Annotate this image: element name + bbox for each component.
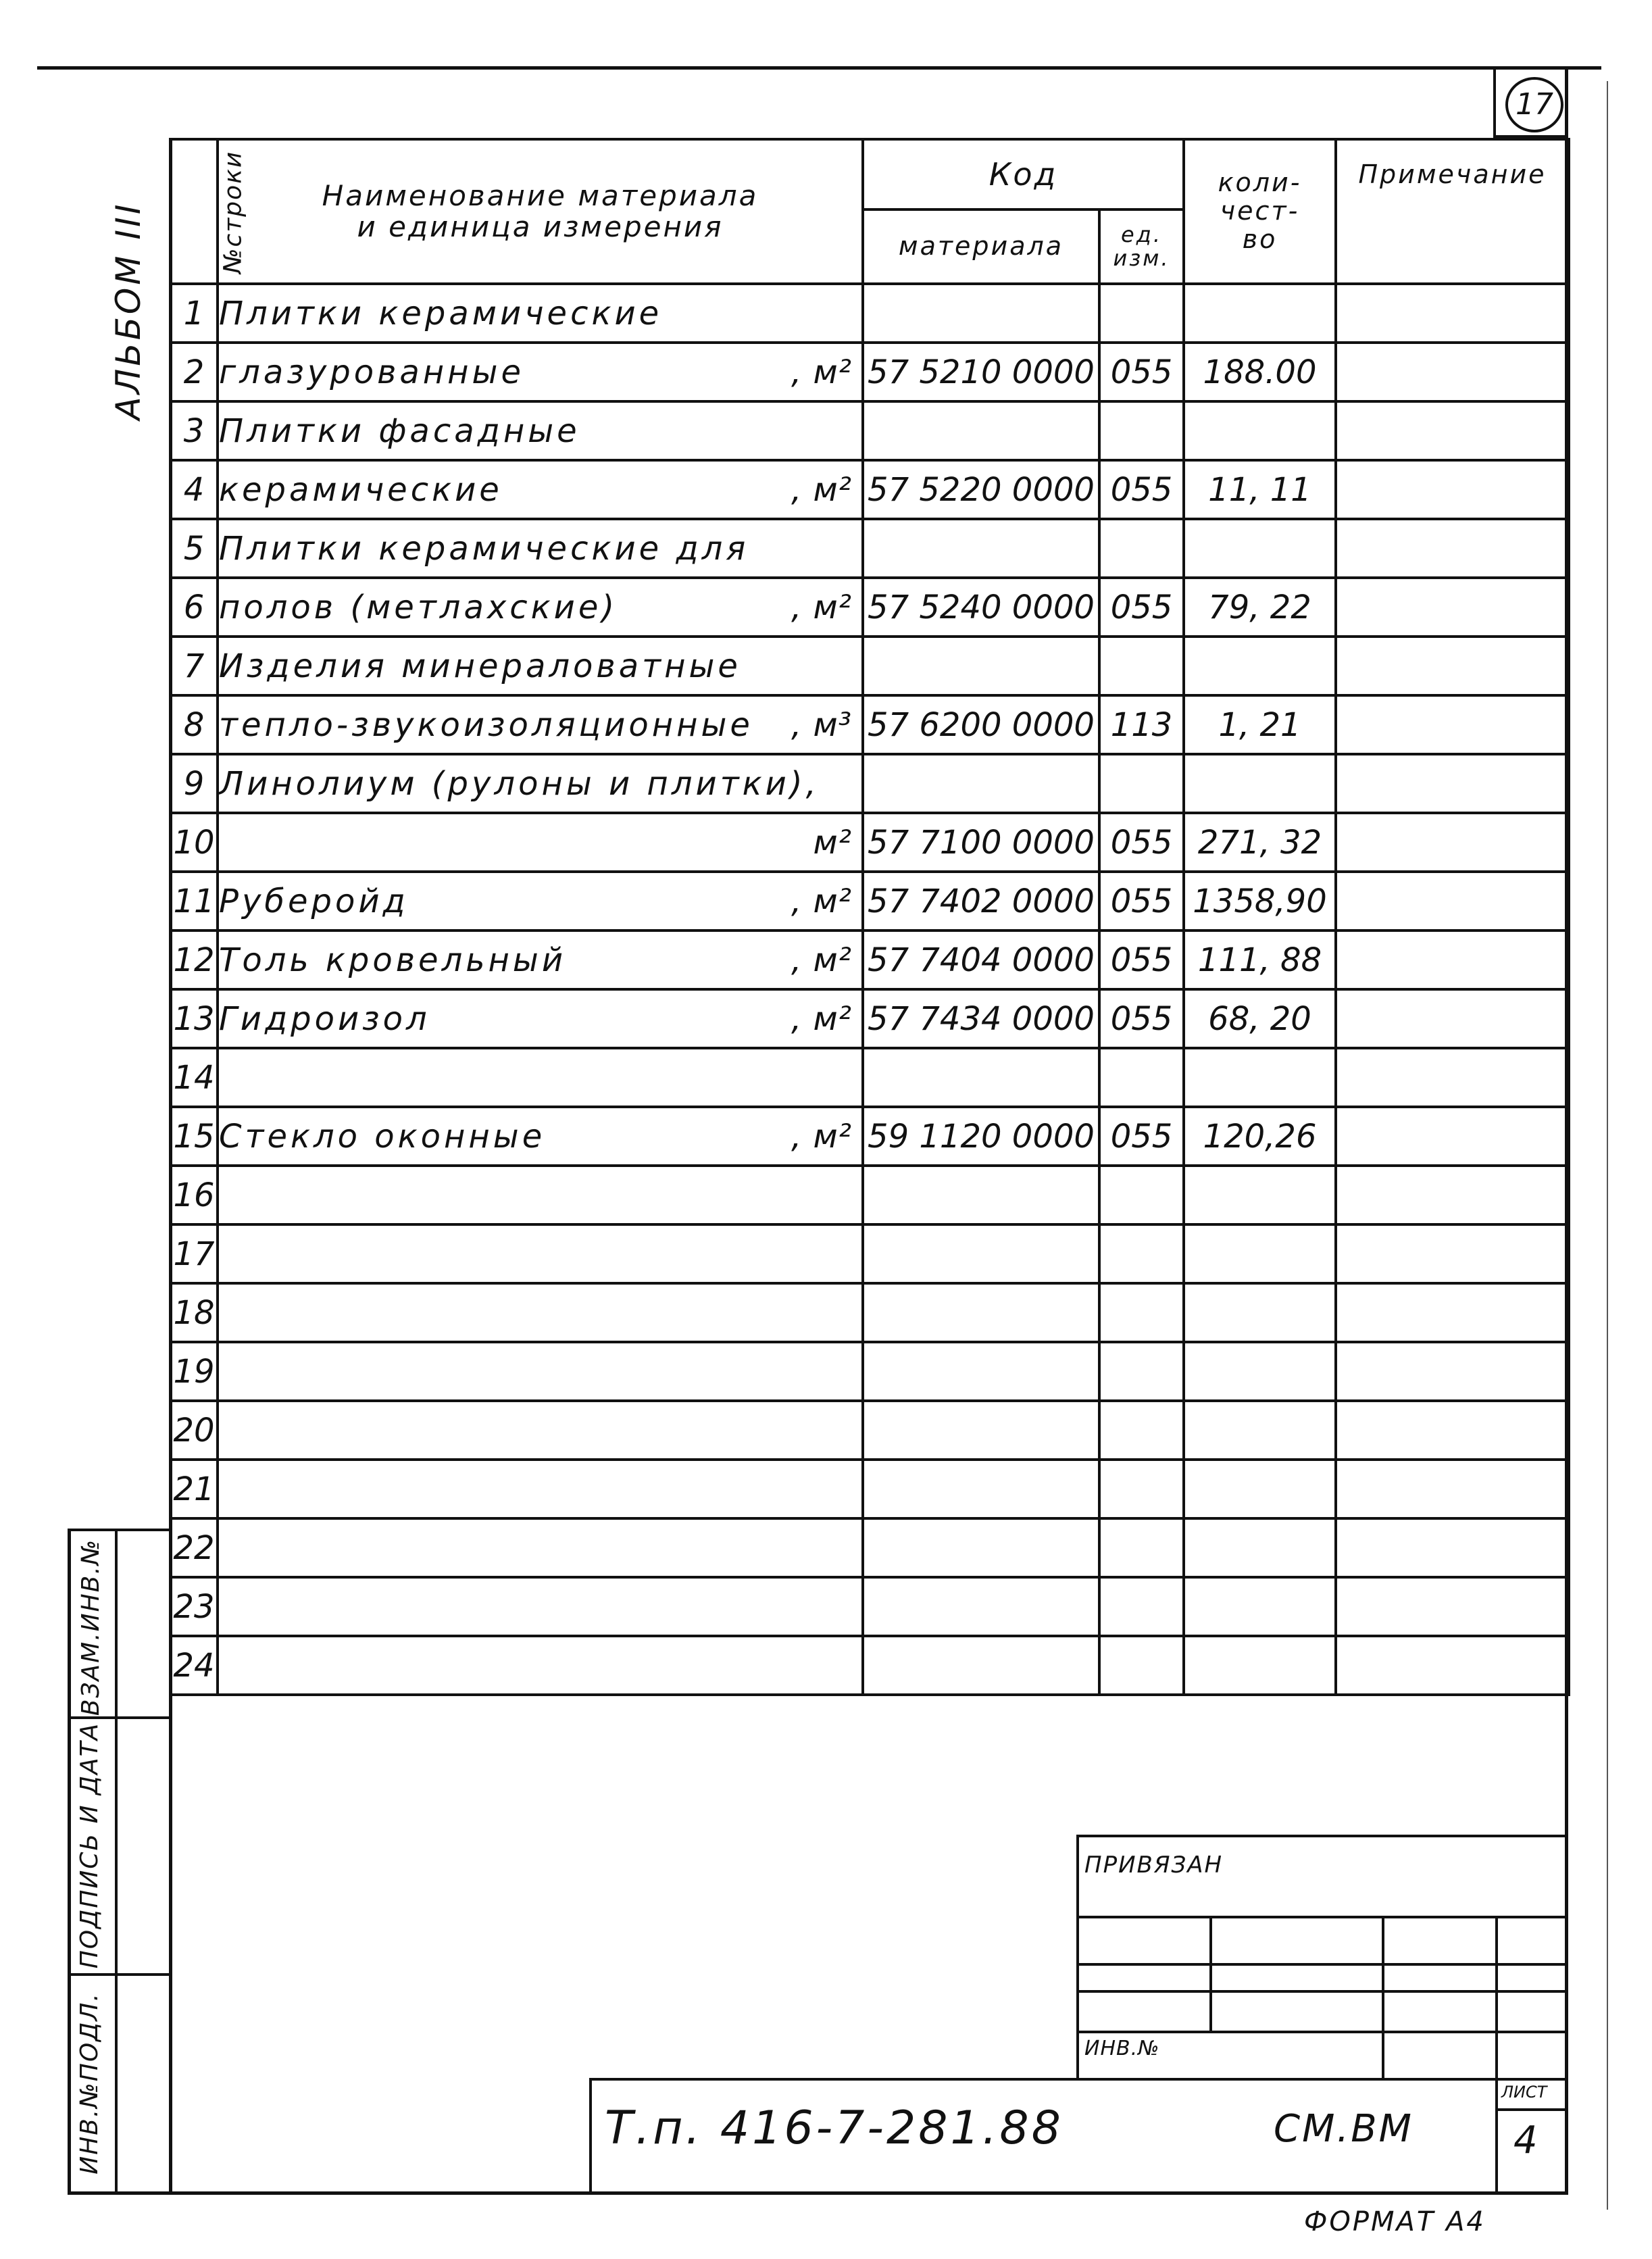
row-note [1336, 1166, 1569, 1224]
title-block-row-line-4 [1076, 2031, 1568, 2033]
table-row [170, 695, 1569, 754]
row-material-name [218, 1107, 863, 1166]
table-row [170, 343, 1569, 401]
row-material-code: 57 6200 0000 [863, 695, 1099, 754]
materials-table [169, 138, 1570, 1696]
header-qty-line2: чест- [1220, 196, 1300, 226]
row-unit-code: 055 [1099, 343, 1184, 401]
row-number: 24 [170, 1636, 218, 1695]
table-row [170, 284, 1569, 343]
row-material-code: 59 1120 0000 [863, 1107, 1099, 1166]
title-privyazan: ПРИВЯЗАН [1084, 1852, 1224, 1879]
row-number: 20 [170, 1401, 218, 1460]
row-unit-code [1099, 1401, 1184, 1460]
row-note [1336, 1283, 1569, 1342]
row-unit-code [1099, 1224, 1184, 1283]
row-material-name [218, 1636, 863, 1695]
row-material-name [218, 754, 863, 813]
header-code-material-label: материала [898, 231, 1064, 262]
row-material-code [863, 1636, 1099, 1695]
row-material-code [863, 1518, 1099, 1577]
table-row [170, 637, 1569, 695]
row-unit: , м² [791, 941, 852, 979]
table-row [170, 1224, 1569, 1283]
row-note [1336, 1577, 1569, 1636]
row-unit: , м² [791, 999, 852, 1038]
row-material-code [863, 1048, 1099, 1107]
row-unit-code: 055 [1099, 460, 1184, 519]
row-material-code: 57 7402 0000 [863, 872, 1099, 930]
row-material-name [218, 637, 863, 695]
row-note [1336, 989, 1569, 1048]
row-quantity: 120,26 [1184, 1107, 1336, 1166]
list-cell-divider [1495, 2108, 1568, 2111]
row-number: 23 [170, 1577, 218, 1636]
row-quantity [1184, 1166, 1336, 1224]
table-header-row [170, 139, 1569, 209]
row-material-name [218, 343, 863, 401]
row-note [1336, 460, 1569, 519]
row-material-name [218, 1166, 863, 1224]
row-material-name [218, 284, 863, 343]
album-label: АЛЬБОМ III [109, 201, 148, 420]
row-number: 4 [170, 460, 218, 519]
header-qty-line3: во [1242, 224, 1278, 254]
header-code [863, 139, 1184, 209]
row-quantity [1184, 754, 1336, 813]
row-unit-code [1099, 1518, 1184, 1577]
table-row [170, 1342, 1569, 1401]
row-material-code [863, 401, 1099, 460]
row-note [1336, 1048, 1569, 1107]
row-unit-code [1099, 637, 1184, 695]
row-number: 12 [170, 930, 218, 989]
row-quantity [1184, 1636, 1336, 1695]
row-material-code: 57 5240 0000 [863, 578, 1099, 637]
side-stamp-mid-line [115, 1529, 118, 2195]
row-unit-code [1099, 401, 1184, 460]
row-name-text: керамические [219, 470, 503, 509]
row-quantity [1184, 1401, 1336, 1460]
row-material-code: 57 7434 0000 [863, 989, 1099, 1048]
row-unit-code: 055 [1099, 1107, 1184, 1166]
header-name-line2: и единица измерения [357, 210, 724, 243]
row-unit-code: 055 [1099, 989, 1184, 1048]
row-quantity [1184, 1460, 1336, 1518]
row-quantity [1184, 401, 1336, 460]
row-unit: , м² [791, 588, 852, 626]
row-quantity: 79, 22 [1184, 578, 1336, 637]
row-number: 10 [170, 813, 218, 872]
row-unit-code: 113 [1099, 695, 1184, 754]
row-material-name [218, 460, 863, 519]
row-quantity [1184, 1283, 1336, 1342]
row-unit-code [1099, 1166, 1184, 1224]
frame-bottom-line [68, 2191, 1568, 2195]
row-name-text: Стекло оконные [219, 1117, 546, 1156]
row-quantity: 271, 32 [1184, 813, 1336, 872]
row-quantity: 1, 21 [1184, 695, 1336, 754]
header-name-line1: Наименование материала [322, 178, 759, 212]
row-name-text: Линолиум (рулоны и плитки), [219, 764, 820, 803]
sheet-number: 17 [1516, 87, 1553, 122]
header-code-unit-line1: ед. [1121, 221, 1162, 247]
title-block-row-line-3 [1076, 1990, 1568, 1993]
row-unit-code: 055 [1099, 872, 1184, 930]
table-row [170, 930, 1569, 989]
row-note [1336, 754, 1569, 813]
title-block-row-line-2 [1076, 1963, 1568, 1966]
row-material-name [218, 1048, 863, 1107]
row-material-code: 57 7100 0000 [863, 813, 1099, 872]
title-designation: Т.п. 416-7-281.88 [605, 2102, 1063, 2155]
row-unit-code [1099, 754, 1184, 813]
row-unit-code [1099, 519, 1184, 578]
side-stamp-top-line [68, 1529, 169, 1531]
side-stamp-vzam-inv-no: ВЗАМ.ИНВ.№ [77, 1538, 105, 1716]
row-material-name [218, 578, 863, 637]
row-material-code: 57 7404 0000 [863, 930, 1099, 989]
row-quantity [1184, 1048, 1336, 1107]
row-unit-code [1099, 284, 1184, 343]
row-name-text: Руберойд [219, 882, 409, 920]
outer-right-trim-line [1607, 81, 1608, 2210]
side-stamp-podpis-data: ПОДПИСЬ И ДАТА [76, 1722, 103, 1969]
row-material-code [863, 637, 1099, 695]
row-material-code [863, 1577, 1099, 1636]
row-number: 1 [170, 284, 218, 343]
row-note [1336, 813, 1569, 872]
row-material-name [218, 695, 863, 754]
row-unit-code [1099, 1342, 1184, 1401]
designation-row-left-line [589, 2078, 592, 2195]
row-note [1336, 1518, 1569, 1577]
row-material-name [218, 1283, 863, 1342]
table-row [170, 519, 1569, 578]
sheet-number-circle [1505, 77, 1563, 132]
row-quantity [1184, 1518, 1336, 1577]
row-number: 19 [170, 1342, 218, 1401]
table-row [170, 1518, 1569, 1577]
row-number: 6 [170, 578, 218, 637]
row-number: 7 [170, 637, 218, 695]
row-number: 17 [170, 1224, 218, 1283]
row-unit-code: 055 [1099, 813, 1184, 872]
row-note [1336, 930, 1569, 989]
row-note [1336, 1107, 1569, 1166]
table-row [170, 1283, 1569, 1342]
table-row [170, 872, 1569, 930]
row-unit: , м² [791, 470, 852, 509]
header-code-unit-line2: изм. [1113, 245, 1170, 271]
title-block-col-line-3 [1495, 1916, 1498, 2195]
row-unit-code: 055 [1099, 930, 1184, 989]
row-number: 22 [170, 1518, 218, 1577]
row-name-text: Толь кровельный [219, 941, 567, 979]
row-material-name [218, 1401, 863, 1460]
table-row [170, 813, 1569, 872]
row-name-text: Плитки керамические [219, 294, 663, 332]
row-quantity [1184, 1342, 1336, 1401]
row-material-name [218, 1224, 863, 1283]
title-inv-no: ИНВ.№ [1084, 2037, 1160, 2060]
row-unit: , м³ [791, 705, 852, 744]
row-number: 2 [170, 343, 218, 401]
table-row [170, 460, 1569, 519]
row-material-name [218, 401, 863, 460]
row-quantity [1184, 1577, 1336, 1636]
row-unit-code [1099, 1577, 1184, 1636]
row-note [1336, 872, 1569, 930]
row-number: 5 [170, 519, 218, 578]
row-quantity: 1358,90 [1184, 872, 1336, 930]
row-number: 11 [170, 872, 218, 930]
sheet-number-box-left [1493, 68, 1496, 138]
row-quantity: 68, 20 [1184, 989, 1336, 1048]
row-unit-code: 055 [1099, 578, 1184, 637]
header-row-number [170, 139, 247, 284]
row-unit-code [1099, 1636, 1184, 1695]
header-material-name [218, 139, 863, 284]
header-note [1336, 139, 1569, 284]
row-number: 15 [170, 1107, 218, 1166]
title-block-top-line [1076, 1835, 1568, 1837]
row-note [1336, 1636, 1569, 1695]
title-mark: СМ.ВМ [1274, 2107, 1413, 2151]
designation-row-top-line [589, 2078, 1568, 2081]
table-row [170, 1166, 1569, 1224]
row-name-text: Плитки керамические для [219, 529, 749, 568]
row-note [1336, 637, 1569, 695]
row-number: 14 [170, 1048, 218, 1107]
table-row [170, 754, 1569, 813]
row-material-code [863, 1401, 1099, 1460]
row-quantity [1184, 284, 1336, 343]
table-row [170, 1107, 1569, 1166]
row-name-text: тепло-звукоизоляционные [219, 705, 753, 744]
row-material-code: 57 5220 0000 [863, 460, 1099, 519]
table-row [170, 1048, 1569, 1107]
row-note [1336, 343, 1569, 401]
row-material-code [863, 519, 1099, 578]
row-material-name [218, 1518, 863, 1577]
row-unit: , м² [791, 1117, 852, 1156]
row-name-text: Плитки фасадные [219, 412, 580, 450]
row-unit: м² [813, 823, 852, 862]
row-name-text: Изделия минераловатные [219, 647, 741, 685]
side-stamp-inv-no-podl: ИНВ.№ПОДЛ. [76, 1992, 103, 2175]
row-quantity [1184, 519, 1336, 578]
table-row [170, 401, 1569, 460]
row-number: 8 [170, 695, 218, 754]
row-material-name [218, 930, 863, 989]
row-material-name [218, 519, 863, 578]
row-unit: , м² [791, 353, 852, 391]
title-block-left-line [1076, 1835, 1079, 2078]
row-material-code [863, 754, 1099, 813]
header-note-label: Примечание [1358, 159, 1547, 189]
row-note [1336, 1401, 1569, 1460]
row-name-text: Гидроизол [219, 999, 430, 1038]
row-quantity [1184, 1224, 1336, 1283]
header-row-number-label: №строки [219, 150, 247, 274]
header-code-material [863, 209, 1099, 284]
row-unit: , м² [791, 882, 852, 920]
table-row [170, 1401, 1569, 1460]
row-material-code [863, 1224, 1099, 1283]
header-code-label: Код [988, 155, 1058, 193]
row-note [1336, 401, 1569, 460]
title-block-row-line-1 [1076, 1916, 1568, 1918]
row-note [1336, 519, 1569, 578]
header-quantity [1184, 139, 1336, 284]
row-number: 9 [170, 754, 218, 813]
header-qty-line1: коли- [1218, 168, 1302, 198]
row-number: 13 [170, 989, 218, 1048]
row-unit-code [1099, 1048, 1184, 1107]
row-material-name [218, 872, 863, 930]
row-unit-code [1099, 1283, 1184, 1342]
row-material-code [863, 1283, 1099, 1342]
row-material-name [218, 1460, 863, 1518]
row-note [1336, 578, 1569, 637]
row-material-code: 57 5210 0000 [863, 343, 1099, 401]
table-row [170, 578, 1569, 637]
row-material-code [863, 284, 1099, 343]
row-quantity: 11, 11 [1184, 460, 1336, 519]
row-number: 21 [170, 1460, 218, 1518]
row-note [1336, 1342, 1569, 1401]
row-number: 18 [170, 1283, 218, 1342]
row-quantity: 188.00 [1184, 343, 1336, 401]
top-border-line [37, 66, 1601, 70]
materials-table-body [170, 284, 1569, 1695]
row-note [1336, 695, 1569, 754]
title-block-col-line-1 [1209, 1916, 1212, 2031]
format-label: ФОРМАТ А4 [1304, 2206, 1486, 2237]
title-list-label: ЛИСТ [1501, 2083, 1547, 2102]
row-name-text: глазурованные [219, 353, 524, 391]
row-material-code [863, 1342, 1099, 1401]
row-name-text: полов (метлахские) [219, 588, 618, 626]
row-number: 3 [170, 401, 218, 460]
row-material-code [863, 1460, 1099, 1518]
table-row [170, 1577, 1569, 1636]
table-row [170, 1636, 1569, 1695]
row-quantity [1184, 637, 1336, 695]
row-material-name [218, 813, 863, 872]
title-list-value: 4 [1513, 2118, 1538, 2162]
row-material-name [218, 1577, 863, 1636]
row-note [1336, 1460, 1569, 1518]
row-material-code [863, 1166, 1099, 1224]
header-code-unit [1099, 209, 1184, 284]
title-block-col-line-2 [1382, 1916, 1384, 2078]
row-material-name [218, 989, 863, 1048]
table-row [170, 989, 1569, 1048]
row-unit-code [1099, 1460, 1184, 1518]
row-note [1336, 284, 1569, 343]
row-note [1336, 1224, 1569, 1283]
row-quantity: 111, 88 [1184, 930, 1336, 989]
row-material-name [218, 1342, 863, 1401]
row-number: 16 [170, 1166, 218, 1224]
table-row [170, 1460, 1569, 1518]
